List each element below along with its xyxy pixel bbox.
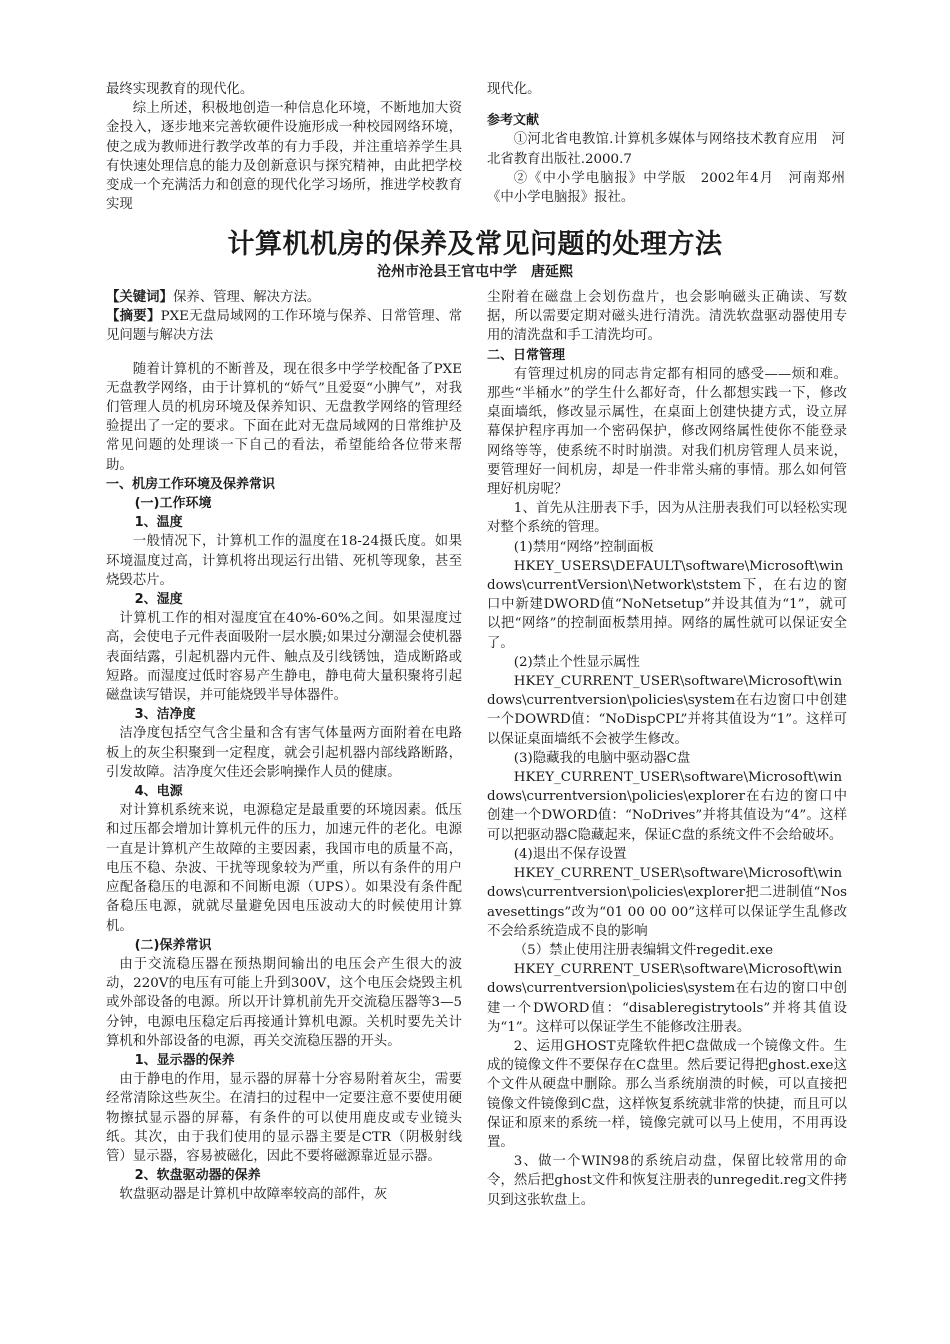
references-heading: 参考文献 [487, 113, 540, 129]
registry-item-3-text: HKEY_CURRENT_USER\software\Microsoft\windows\currentversion\policies\explorer在右边的窗口中创建一个DWORD值：“NoDrives”并将其值设为“4”。这样可以把驱动器C隐藏起来，保证C盘的系统文件不会给破坏。 [487, 770, 847, 843]
keywords-label: 【关键词】 [106, 290, 173, 305]
humidity-heading: 2、湿度 [134, 592, 183, 608]
power-paragraph: 对计算机系统来说，电源稳定是最重要的环境因素。低压和过压都会增加计算机元件的压力，加速元件的老化。电源一直是计算机产生故障的主要因素，我国市电的质量不高，电压不稳、杂波、干扰等现象较为严重，所以有条件的用户应配备稳压的电源和不间断电源（UPS）。如果没有条件配备稳压电源，就就尽量避免因电压波动大的时候使用计算机。 [106, 803, 462, 934]
floppy-paragraph: 软盘驱动器是计算机中故障率较高的部件，灰 [119, 1187, 388, 1203]
subsection-1-heading: (一)工作环境 [134, 496, 212, 512]
registry-item-1-text: HKEY_USERS\DEFAULT\software\Microsoft\windows\currentVersion\Network\ststem下，在右边的窗口中新建DWORD值“NoNetsetup”并设其值为“1”，就可以把“网络”的控制面板禁用掉。网络的属性就可以保证安全了。 [487, 558, 847, 651]
article-right-column [487, 288, 847, 1210]
stabilizer-paragraph: 由于交流稳压器在预热期间输出的电压会产生很大的波动，220V的电压有可能上升到300V，这个电压会烧毁主机或外部设备的电源。所以开计算机前先开交流稳压器等3—5分钟，电源电压稳定后再接通计算机电源。关机时要先关计算机和外部设备的电源，再关交流稳压器的开头。 [106, 956, 462, 1049]
cleanliness-paragraph: 洁净度包括空气含尘量和含有害气体量两方面附着在电路板上的灰尘积聚到一定程度，就会引起机器内部线路断路，引发故障。洁净度欠佳还会影响操作人员的健康。 [106, 726, 462, 780]
boot-disk-paragraph: 3、做一个WIN98的系统启动盘，保留比较常用的命令，然后把ghost文件和恢复注册表的unregedit.reg文件拷贝到这张软盘上。 [487, 1154, 847, 1208]
registry-item-4-text: HKEY_CURRENT_USER\software\Microsoft\windows\currentversion\policies\explorer把二进制值“Nosavesettings”改为“01 00 00 00”这样可以保证学生乱修改不会给系统造成不良的影响 [487, 866, 847, 939]
keywords-text: 保养、管理、解决方法。 [172, 290, 321, 305]
article-header [0, 228, 950, 282]
floppy-paragraph-continued: 尘附着在磁盘上会划伤盘片，也会影响磁头正确读、写数据，所以需要定期对磁头进行清洗。清洗软盘驱动器使用专用的清洗盘和手工清洗均可。 [487, 290, 847, 344]
registry-item-4-heading: (4)退出不保存设置 [513, 846, 627, 862]
temperature-paragraph: 一般情况下，计算机工作的温度在18-24摄氏度。如果环境温度过高，计算机将出现运行出错、死机等现象，甚至烧毁芯片。 [106, 534, 462, 588]
prev-paragraph-1: 最终实现教育的现代化。 [106, 82, 254, 97]
abstract-text: PXE无盘局域网的工作环境与保养、日常管理、常见问题与解决方法 [106, 309, 463, 344]
monitor-heading: 1、显示器的保养 [134, 1052, 235, 1068]
registry-item-3-heading: (3)隐藏我的电脑中驱动器C盘 [513, 750, 691, 766]
registry-item-5-heading: （5）禁止使用注册表编辑文件regedit.exe [513, 942, 774, 958]
registry-item-1-heading: (1)禁用“网络”控制面板 [513, 539, 654, 555]
registry-item-2-text: HKEY_CURRENT_USER\software\Microsoft\windows\currentversion\policies\system在右边窗口中创建一个DOWRD值：“NoDispCPL”并将其值设为“1”。这样可以保证桌面墙纸不会被学生修改。 [487, 674, 847, 747]
article-left-column [106, 288, 462, 1205]
ghost-paragraph: 2、运用GHOST克隆软件把C盘做成一个镜像文件。生成的镜像文件不要保存在C盘里。然后要记得把ghost.exe这个文件从硬盘中删除。那么当系统崩溃的时候，可以直接把镜像文件镜像到C盘，这样恢复系统就非常的快捷，而且可以保证和原来的系统一样，镜像完就可以马上使用，不用再设置。 [487, 1038, 847, 1150]
temperature-heading: 1、温度 [134, 515, 183, 531]
registry-item-2-heading: (2)禁止个性显示属性 [513, 654, 640, 670]
registry-intro-paragraph: 1、首先从注册表下手，因为从注册表我们可以轻松实现对整个系统的管理。 [487, 501, 847, 536]
section-1-heading: 一、机房工作环境及保养常识 [106, 476, 276, 492]
spacer [106, 346, 462, 360]
floppy-heading: 2、软盘驱动器的保养 [134, 1168, 261, 1184]
subsection-2-heading: (二)保养常识 [134, 937, 212, 953]
abstract-line [106, 307, 462, 345]
prev-paragraph-end: 现代化。 [487, 82, 541, 97]
section-2-heading: 二、日常管理 [487, 347, 566, 363]
humidity-paragraph: 计算机工作的相对湿度宜在40%-60%之间。如果湿度过高，会使电子元件表面吸附一层水膜;如果过分潮湿会使机器表面结露，引起机器内元件、触点及引线锈蚀，造成断路或短路。而湿度过低时容易产生静电，静电荷大量积聚将引起磁盘读写错误，并可能烧毁半导体器件。 [106, 611, 462, 704]
management-paragraph: 有管理过机房的同志肯定都有相同的感受——烦和难。那些“半桶水”的学生什么都好奇，什么都想实践一下，修改桌面墙纸，修改显示属性，在桌面上创建快捷方式，设立屏幕保护程序再加一个密码保护，修改网络属性使你不能登录网络等等，使系统不时时崩溃。对我们机房管理人员来说，要管理好一间机房，却是一件非常头痛的事情。那么如何管理好机房呢？ [487, 366, 847, 498]
article-author: 沧州市沧县王官屯中学 唐延熙 [377, 264, 573, 280]
keywords-line [106, 288, 462, 307]
previous-article-right-column [487, 80, 845, 207]
reference-1: ①河北省电教馆.计算机多媒体与网络技术教育应用 河北省教育出版社.2000.7 [487, 132, 845, 167]
monitor-paragraph: 由于静电的作用，显示器的屏幕十分容易附着灰尘，需要经常清除这些灰尘。在清扫的过程中一定要注意不要使用硬物擦拭显示器的屏幕，有条件的可以使用鹿皮或专业镜头纸。其次，由于我们使用的显示器主要是CTR（阴极射线管）显示器，容易被磁化，因此不要将磁源靠近显示器。 [106, 1072, 462, 1164]
intro-paragraph: 随着计算机的不断普及，现在很多中学学校配备了PXE无盘教学网络，由于计算机的“娇气”且爱耍“小脾气”，对我们管理人员的机房环境及保养知识、无盘教学网络的管理经验提出了一定的要求。下面在此对无盘局域网的日常维护及常见问题的处理谈一下自己的看法，希望能给各位带来帮助。 [106, 361, 462, 473]
article-title: 计算机机房的保养及常见问题的处理方法 [227, 229, 723, 260]
previous-article-left-column [106, 80, 462, 214]
abstract-label: 【摘要】 [106, 309, 161, 325]
cleanliness-heading: 3、洁净度 [134, 707, 196, 723]
power-heading: 4、电源 [134, 784, 183, 800]
reference-2: ②《中小学电脑报》中学版 2002年4月 河南郑州《中小学电脑报》报社。 [487, 170, 845, 206]
registry-item-5-text: HKEY_CURRENT_USER\software\Microsoft\windows\currentversion\policies\system在右边的窗口中创建一个DWORD值：“disableregistrytools”并将其值设为“1”。这样可以保证学生不能修改注册表。 [487, 962, 847, 1035]
prev-paragraph-2: 综上所述，积极地创造一种信息化环境，不断地加大资金投入，逐步地来完善软硬件设施形成一种校园网络环境，使之成为教师进行教学改革的有力手段，并注重培养学生具有快速处理信息的能力及创新意识与探究精神，由此把学校变成一个充满活力和创意的现代化学习场所，推进学校教育实现 [106, 101, 462, 213]
